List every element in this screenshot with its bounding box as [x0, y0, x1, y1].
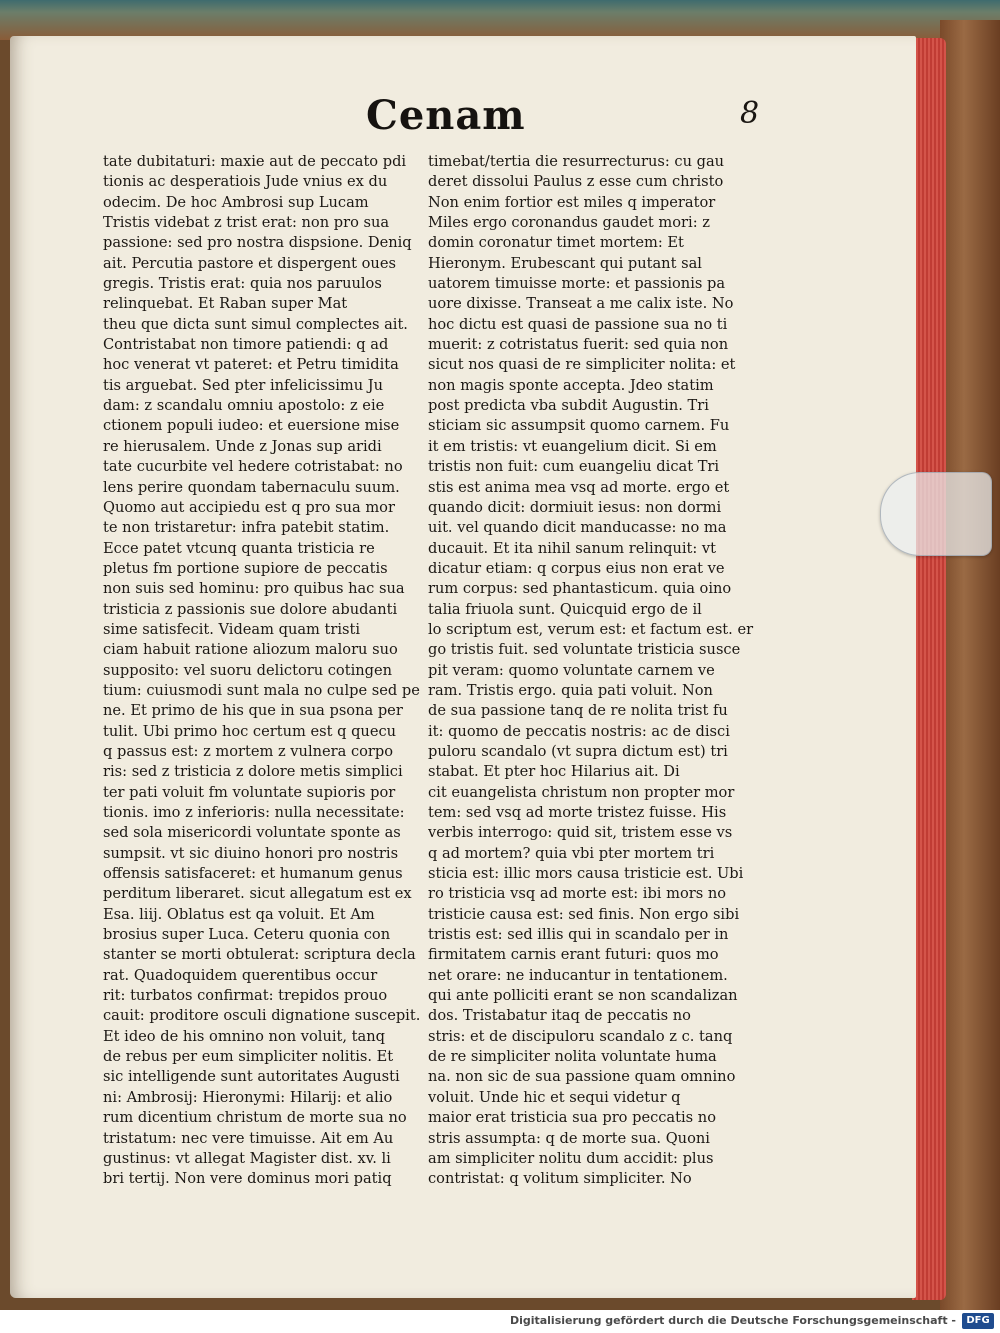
left-text-column	[103, 152, 439, 1190]
text-line: sime satisfecit. Videam quam tristi	[103, 620, 361, 638]
text-line: hoc venerat vt pateret: et Petru timidita	[103, 356, 399, 374]
funding-credit: Digitalisierung gefördert durch die Deutsche Forschungsgemeinschaft -	[509, 1314, 956, 1327]
text-line: ris: sed z tristicia z dolore metis simplici	[103, 763, 403, 781]
text-line: non suis sed hominu: pro quibus hac sua	[103, 580, 405, 598]
text-line: de re simpliciter nolita voluntate huma	[428, 1048, 717, 1066]
text-line: stanter se morti obtulerat: scriptura decla	[103, 946, 416, 964]
folio-number: 8	[740, 96, 760, 131]
text-line: quando dicit: dormiuit iesus: non dormi	[428, 498, 722, 516]
text-line: Ecce patet vtcunq quanta tristicia re	[103, 539, 375, 557]
text-line: tis arguebat. Sed pter infelicissimu Ju	[103, 376, 384, 394]
text-line: Miles ergo coronandus gaudet mori: z	[428, 214, 710, 232]
text-line: tate dubitaturi: maxie aut de peccato pdi	[103, 153, 407, 170]
text-line: tate cucurbite vel hedere cotristabat: no	[103, 458, 403, 476]
footer-bar	[0, 1310, 1000, 1333]
text-line: lens perire quondam tabernaculu suum.	[103, 478, 400, 496]
text-line: timebat/tertia die resurrecturus: cu gau	[428, 153, 725, 170]
text-line: q ad mortem? quia vbi pter mortem tri	[428, 844, 715, 862]
running-title: Cenam	[366, 92, 526, 139]
text-line: ciam habuit ratione aliozum maloru suo	[103, 641, 398, 659]
text-line: post predicta vba subdit Augustin. Tri	[428, 397, 709, 415]
text-line: lo scriptum est, verum est: et factum est. er	[428, 620, 754, 638]
text-line: tem: sed vsq ad morte tristez fuisse. His	[428, 804, 727, 821]
text-line: gustinus: vt allegat Magister dist. xv. li	[103, 1149, 391, 1167]
text-line: go tristis fuit. sed voluntate tristicia susce	[428, 641, 741, 659]
page-header	[360, 92, 760, 152]
text-line: net orare: ne inducantur in tentationem.	[428, 966, 728, 984]
text-line: de sua passione tanq de re nolita trist fu	[428, 702, 728, 720]
text-line: tristicia z passionis sue dolore abudanti	[103, 600, 398, 618]
text-line: cit euangelista christum non propter mor	[428, 783, 735, 801]
text-line: verbis interrogo: quid sit, tristem esse vs	[428, 824, 733, 842]
text-line: rat. Quadoquidem querentibus occur	[103, 966, 378, 984]
text-line: sicut nos quasi de re simpliciter nolita: et	[428, 356, 736, 374]
text-line: dam: z scandalu omniu apostolo: z eie	[103, 397, 385, 415]
text-line: puloru scandalo (vt supra dictum est) tri	[428, 742, 728, 760]
text-line: contristat: q volitum simpliciter. No	[428, 1170, 692, 1188]
text-line: tium: cuiusmodi sunt mala no culpe sed pe	[103, 681, 420, 699]
text-line: q passus est: z mortem z vulnera corpo	[103, 742, 394, 760]
text-line: tulit. Ubi primo hoc certum est q quecu	[103, 722, 397, 740]
text-line: uit. vel quando dicit manducasse: no ma	[428, 519, 727, 537]
text-line: passione: sed pro nostra dispsione. Deniq	[103, 234, 412, 252]
text-line: tristicie causa est: sed finis. Non ergo sibi	[428, 905, 740, 923]
text-line: Tristis videbat z trist erat: non pro sua	[103, 214, 390, 232]
text-line: sticiam sic assumpsit quomo carnem. Fu	[428, 417, 730, 435]
text-line: Hieronym. Erubescant qui putant sal	[428, 254, 702, 272]
text-line: bri tertij. Non vere dominus mori patiq	[103, 1170, 392, 1188]
text-line: de rebus per eum simpliciter nolitis. Et	[103, 1048, 394, 1066]
text-line: qui ante polliciti erant se non scandalizan	[428, 987, 738, 1005]
text-line: sic intelligende sunt autoritates Augusti	[103, 1068, 400, 1086]
text-line: tionis. imo z inferioris: nulla necessitate:	[103, 804, 405, 821]
text-line: firmitatem carnis erant futuri: quos mo	[428, 946, 719, 964]
text-line: stabat. Et pter hoc Hilarius ait. Di	[428, 763, 680, 781]
text-line: offensis satisfaceret: et humanum genus	[103, 865, 403, 883]
text-line: dos. Tristabatur itaq de peccatis no	[428, 1007, 691, 1025]
text-line: stis est anima mea vsq ad morte. ergo et	[428, 478, 730, 496]
text-line: Non enim fortior est miles q imperator	[428, 193, 716, 211]
text-line: Et ideo de his omnino non voluit, tanq	[103, 1027, 385, 1045]
text-line: sticia est: illic mors causa tristicie est. Ubi	[428, 865, 744, 883]
text-line: stris assumpta: q de morte sua. Quoni	[428, 1129, 710, 1147]
text-line: theu que dicta sunt simul complectes ait.	[103, 315, 408, 333]
red-page-edges	[912, 38, 946, 1300]
text-line: odecim. De hoc Ambrosi sup Lucam	[103, 193, 369, 211]
binding-top	[0, 0, 1000, 40]
text-line: rum dicentium christum de morte sua no	[103, 1109, 407, 1127]
text-line: ctionem populi iudeo: et euersione mise	[103, 417, 400, 435]
text-line: tristatum: nec vere timuisse. Ait em Au	[103, 1129, 394, 1147]
text-line: Contristabat non timore patiendi: q ad	[103, 336, 389, 354]
text-line: stris: et de discipuloru scandalo z c. tanq	[428, 1027, 733, 1045]
text-line: uore dixisse. Transeat a me calix iste. No	[428, 295, 734, 313]
text-line: tionis ac desperatiois Jude vnius ex du	[103, 173, 388, 191]
text-line: ducauit. Et ita nihil sanum relinquit: vt	[428, 539, 717, 557]
right-text-column	[428, 152, 764, 1190]
text-line: it: quomo de peccatis nostris: ac de disci	[428, 722, 730, 740]
text-line: ni: Ambrosij: Hieronymi: Hilarij: et alio	[103, 1088, 393, 1106]
text-line: dicatur etiam: q corpus eius non erat ve	[428, 559, 725, 577]
text-line: ram. Tristis ergo. quia pati voluit. Non	[428, 681, 713, 699]
text-line: re hierusalem. Unde z Jonas sup aridi	[103, 437, 382, 455]
text-line: ait. Percutia pastore et dispergent oues	[103, 254, 396, 272]
text-line: it em tristis: vt euangelium dicit. Si em	[428, 437, 717, 455]
text-line: domin coronatur timet mortem: Et	[428, 234, 684, 252]
text-line: tristis est: sed illis qui in scandalo per in	[428, 926, 729, 944]
text-line: pletus fm portione supiore de peccatis	[103, 559, 388, 577]
text-line: relinquebat. Et Raban super Mat	[103, 295, 348, 313]
book-cover-edge	[940, 20, 1000, 1310]
text-line: uatorem timuisse morte: et passionis pa	[428, 275, 726, 293]
text-line: maior erat tristicia sua pro peccatis no	[428, 1109, 716, 1127]
text-line: am simpliciter nolitu dum accidit: plus	[428, 1149, 714, 1167]
text-line: pit veram: quomo voluntate carnem ve	[428, 661, 715, 679]
text-line: perditum liberaret. sicut allegatum est ex	[103, 885, 412, 903]
text-line: voluit. Unde hic et sequi videtur q	[428, 1088, 681, 1106]
text-line: Quomo aut accipiedu est q pro sua mor	[103, 498, 395, 516]
text-line: talia friuola sunt. Quicquid ergo de il	[428, 600, 702, 618]
text-line: na. non sic de sua passione quam omnino	[428, 1068, 736, 1086]
text-line: sed sola misericordi voluntate sponte as	[103, 824, 401, 842]
text-line: non magis sponte accepta. Jdeo statim	[428, 376, 714, 394]
text-line: Esa. liij. Oblatus est qa voluit. Et Am	[103, 905, 375, 923]
text-line: brosius super Luca. Ceteru quonia con	[103, 926, 391, 944]
dfg-logo: DFG	[962, 1313, 994, 1329]
text-line: muerit: z cotristatus fuerit: sed quia non	[428, 336, 729, 354]
text-line: hoc dictu est quasi de passione sua no ti	[428, 315, 728, 333]
text-line: gregis. Tristis erat: quia nos paruulos	[103, 275, 382, 293]
text-line: rum corpus: sed phantasticum. quia oino	[428, 580, 732, 598]
text-line: sumpsit. vt sic diuino honori pro nostris	[103, 844, 399, 862]
text-line: ter pati voluit fm voluntate supioris por	[103, 783, 396, 801]
text-line: ne. Et primo de his que in sua psona per	[103, 702, 403, 720]
text-line: rit: turbatos confirmat: trepidos prouo	[103, 987, 388, 1005]
text-line: te non tristaretur: infra patebit statim.	[103, 519, 390, 537]
text-line: ro tristicia vsq ad morte est: ibi mors no	[428, 885, 727, 903]
page-holder-clip	[880, 472, 992, 556]
text-line: supposito: vel suoru delictoru cotingen	[103, 661, 393, 679]
text-line: tristis non fuit: cum euangeliu dicat Tri	[428, 458, 720, 476]
text-line: deret dissolui Paulus z esse cum christo	[428, 173, 724, 191]
text-line: cauit: proditore osculi dignatione suscepit.	[103, 1007, 421, 1025]
